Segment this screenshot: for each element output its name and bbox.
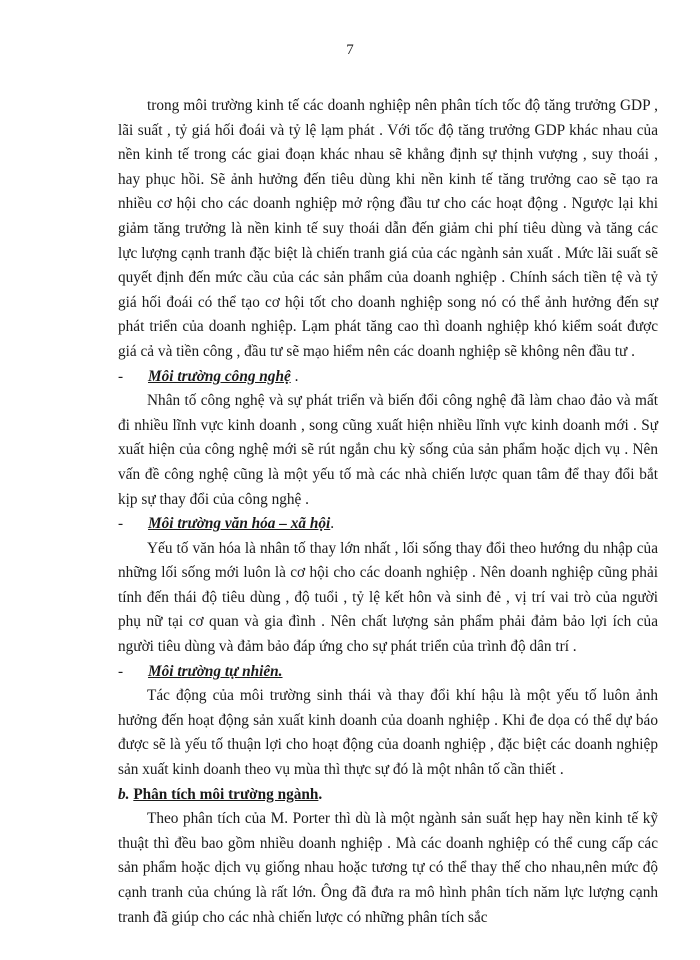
heading-tail: . (330, 515, 335, 533)
body-text (118, 94, 658, 930)
heading-title: Môi trường tự nhiên. (148, 662, 283, 680)
heading-dash: - (118, 367, 124, 385)
heading-dash: - (118, 515, 124, 533)
paragraph-economic-environment: trong môi trường kinh tế các doanh nghiệp nên phân tích tốc độ tăng trưởng GDP , lãi suất , tỷ giá hối đoái và tỷ lệ lạm phát . Với tốc độ tăng trưởng GDP khác nhau của nền kinh tế trong các giai đoạn khác nhau sẽ khẳng định sự thịnh vượng , suy thoái , hay phục hồi. Sẽ ảnh hưởng đến tiêu dùng khi nền kinh tế tăng trưởng cao sẽ tạo ra nhiều cơ hội cho các doanh nghiệp mở rộng đầu tư cho các hoạt động . Ngược lại khi giảm tăng trưởng là nền kinh tế suy thoái dẫn đến giảm chi phí tiêu dùng và tăng các lực lượng cạnh tranh đặc biệt là chiến tranh giá của các ngành sản xuất . Mức lãi suất sẽ quyết định đến mức cầu của các sản phẩm của doanh nghiệp . Chính sách tiền tệ và tỷ giá hối đoái có thể tạo cơ hội tốt cho doanh nghiệp song nó có thể ảnh hưởng đến sự phát triển của doanh nghiệp. Lạm phát tăng cao thì doanh nghiệp khó kiểm soát được giá cả và tiền công , đầu tư sẽ mạo hiểm nên các doanh nghiệp sẽ không nên đầu tư . (118, 97, 658, 360)
heading-culture-society (118, 512, 658, 537)
heading-title: Môi trường công nghệ (148, 367, 291, 385)
paragraph-natural-environment: Tác động của môi trường sinh thái và thay đổi khí hậu là một yếu tố luôn ảnh hưởng đến hoạt động sản xuất kinh doanh của doanh nghiệp . Khi đe dọa có thể dự báo được sẽ là yếu tố thuận lợi cho hoạt động của doanh nghiệp , đặc biệt các doanh nghiệp sản xuất kinh doanh theo vụ mùa thì thực sự đó là một nhân tố cần thiết . (118, 687, 658, 779)
paragraph-technology: Nhân tố công nghệ và sự phát triển và biến đổi công nghệ đã làm chao đảo và mất đi nhiều lĩnh vực kinh doanh , song cũng xuất hiện nhiều lĩnh vực kinh doanh mới . Sự xuất hiện của công nghệ mới sẽ rút ngắn chu kỳ sống của sản phẩm hoặc dịch vụ . Nên vấn đề công nghệ cũng là một yếu tố mà các nhà chiến lược quan tâm để thay đổi bắt kịp sự thay đổi của công nghệ . (118, 392, 658, 508)
heading-title: Môi trường văn hóa – xã hội (148, 515, 331, 533)
section-letter: b. (118, 785, 130, 803)
heading-natural-environment (118, 660, 658, 685)
heading-tail: . (318, 785, 323, 803)
heading-dash: - (118, 662, 124, 680)
paragraph-porter-analysis: Theo phân tích của M. Porter thì dù là một ngành sản suất hẹp hay nền kinh tế kỹ thuật thì đều bao gồm nhiều doanh nghiệp . Mà các doanh nghiệp có thể cung cấp các sản phẩm hoặc dịch vụ giống nhau hoặc tương tự có thể thay thế cho nhau,nên mức độ cạnh tranh của chúng là rất lớn. Ông đã đưa ra mô hình phân tích năm lực lượng cạnh tranh đã giúp cho các nhà chiến lược có những phân tích sắc (118, 810, 658, 926)
paragraph-culture-society: Yếu tố văn hóa là nhân tố thay lớn nhất , lối sống thay đổi theo hướng du nhập của những lối sống mới luôn là cơ hội cho các doanh nghiệp . Nên doanh nghiệp cũng phải tính đến thái độ tiêu dùng , độ tuổi , tỷ lệ kết hôn và sinh đẻ , vị trí vai trò của người phụ nữ tại cơ quan và gia đình . Nên chất lượng sản phẩm phải đảm bảo lợi ích của người tiêu dùng và đảm bảo đáp ứng cho sự phát triển của trình độ dân trí . (118, 539, 658, 656)
page-number: 7 (346, 42, 354, 58)
heading-title: Phân tích môi trường ngành (133, 785, 319, 803)
heading-tail: . (290, 367, 299, 385)
heading-technology-environment (118, 365, 658, 390)
heading-industry-analysis (118, 783, 658, 808)
